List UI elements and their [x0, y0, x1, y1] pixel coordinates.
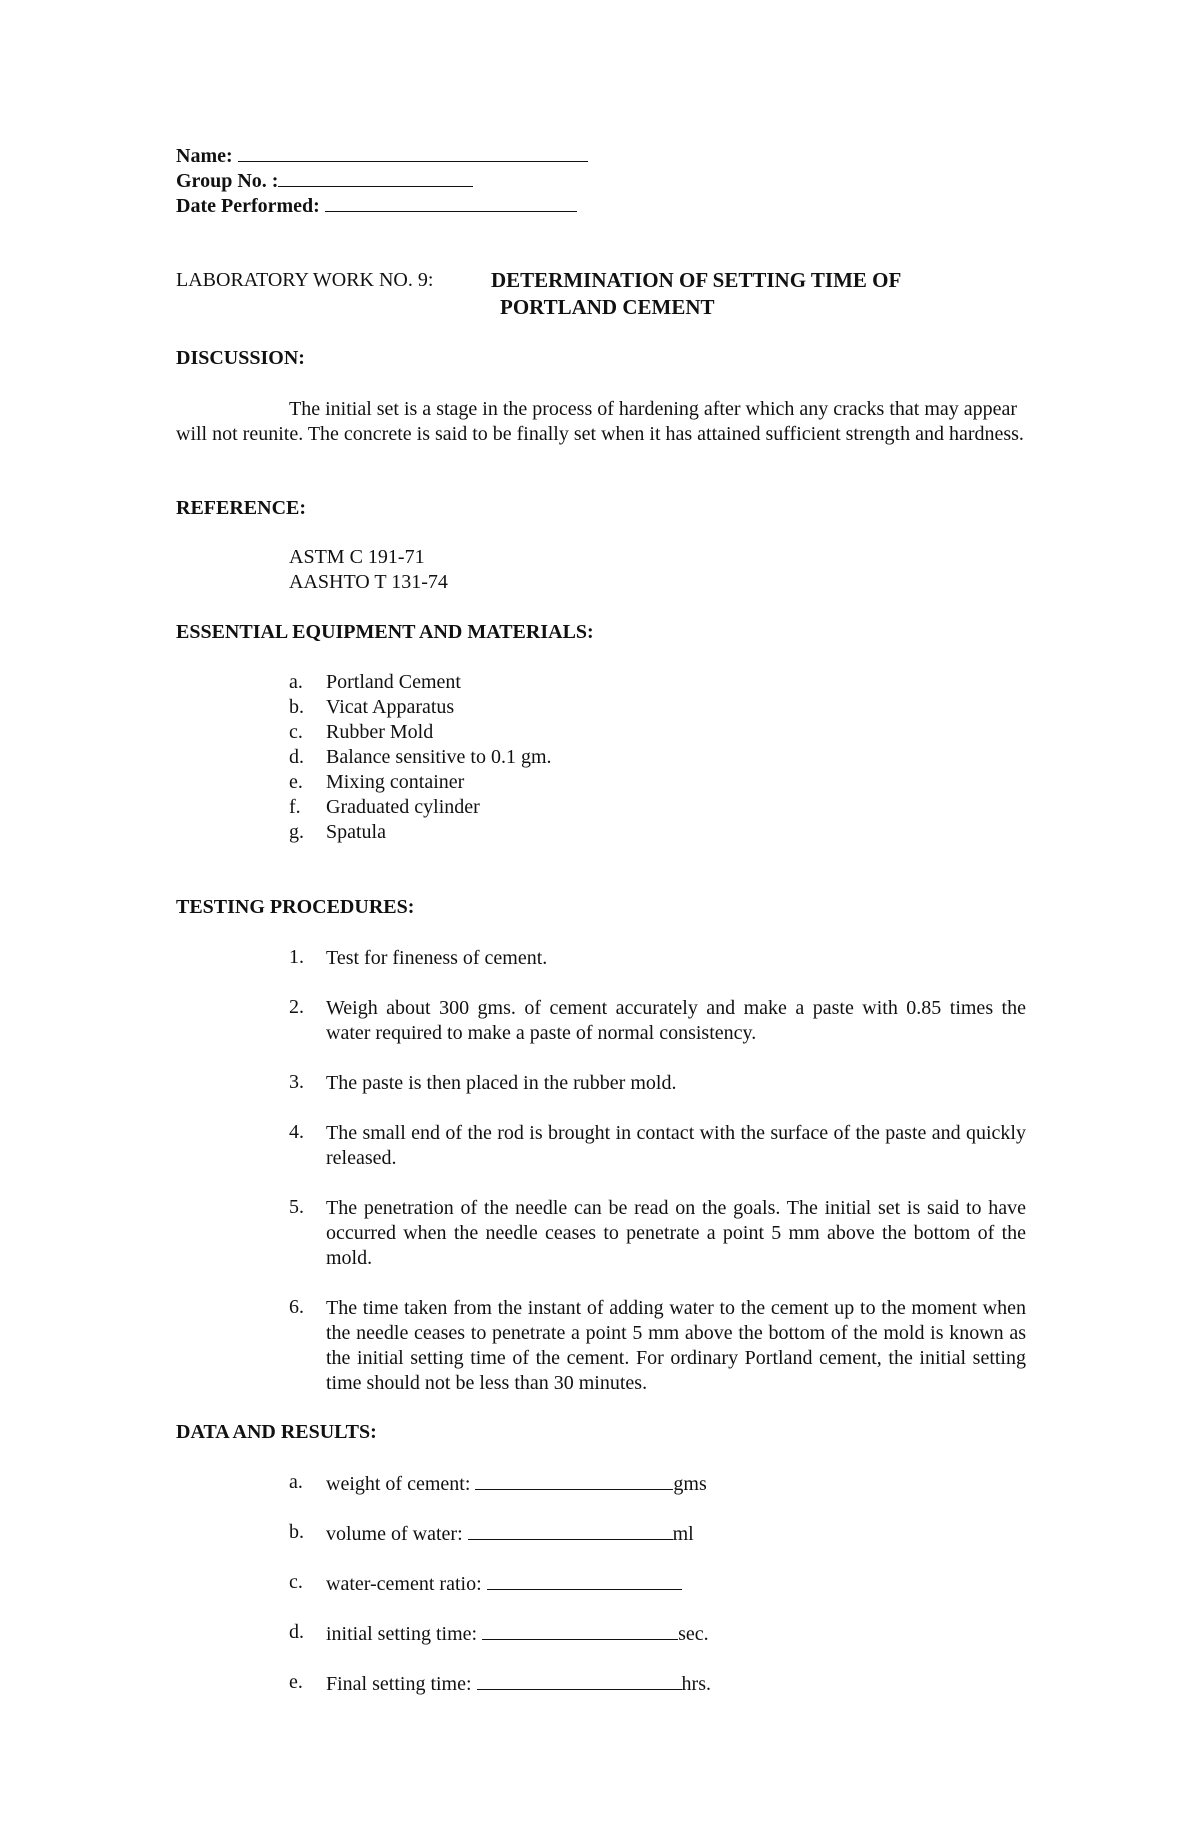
procedure-text: Weigh about 300 gms. of cement accurately and make a paste with 0.85 times the water required to make a paste of normal consistency. — [326, 997, 1026, 1044]
result-field[interactable] — [326, 1471, 707, 1496]
reference-heading: REFERENCE: — [176, 497, 307, 519]
procedure-text: The penetration of the needle can be read on the goals. The initial set is said to have occurred when the needle ceases to penetrate a point 5 mm above the bottom of the mold. — [326, 1197, 1026, 1269]
results-heading: DATA AND RESULTS: — [176, 1421, 377, 1443]
group-blank[interactable] — [278, 168, 473, 187]
result-unit: ml — [672, 1523, 694, 1545]
name-blank[interactable] — [238, 143, 588, 162]
reference-item: ASTM C 191-71 — [289, 546, 425, 568]
reference-item: AASHTO T 131-74 — [289, 571, 448, 593]
result-marker: c. — [289, 1571, 303, 1593]
list-marker: f. — [289, 796, 301, 818]
title-line-1: DETERMINATION OF SETTING TIME OF — [491, 268, 902, 292]
procedure-marker: 2. — [289, 996, 304, 1018]
list-marker: c. — [289, 721, 303, 743]
procedure-text: The time taken from the instant of adding water to the cement up to the moment when the needle ceases to penetrate a point 5 mm above the bottom of the mold is known as the initial setting time of the cement. For ordinary Portland cement, the initial setting time should not be less than 30 minutes. — [326, 1297, 1026, 1394]
procedure-marker: 5. — [289, 1196, 304, 1218]
procedures-heading: TESTING PROCEDURES: — [176, 896, 415, 918]
result-unit: sec. — [678, 1623, 709, 1645]
result-label: weight of cement: — [326, 1473, 471, 1495]
lab-number: LABORATORY WORK NO. 9: — [176, 269, 434, 291]
date-blank[interactable] — [325, 193, 577, 212]
result-marker: e. — [289, 1671, 303, 1693]
result-marker: b. — [289, 1521, 304, 1543]
result-blank[interactable] — [475, 1471, 673, 1490]
list-marker: a. — [289, 671, 303, 693]
list-text: Balance sensitive to 0.1 gm. — [326, 746, 552, 768]
discussion-heading: DISCUSSION: — [176, 347, 305, 369]
list-marker: e. — [289, 771, 303, 793]
result-blank[interactable] — [468, 1521, 673, 1540]
procedure-marker: 4. — [289, 1121, 304, 1143]
result-label: Final setting time: — [326, 1673, 472, 1695]
result-blank[interactable] — [487, 1571, 682, 1590]
result-unit: hrs. — [681, 1673, 711, 1695]
result-marker: d. — [289, 1621, 304, 1643]
list-marker: b. — [289, 696, 304, 718]
result-blank[interactable] — [477, 1671, 682, 1690]
result-field[interactable] — [326, 1671, 711, 1696]
list-text: Spatula — [326, 821, 386, 843]
result-field[interactable] — [326, 1621, 709, 1646]
result-label: volume of water: — [326, 1523, 463, 1545]
equipment-heading: ESSENTIAL EQUIPMENT AND MATERIALS: — [176, 621, 594, 643]
procedure-text: Test for fineness of cement. — [326, 947, 548, 969]
procedure-text: The small end of the rod is brought in contact with the surface of the paste and quickly released. — [326, 1122, 1026, 1169]
list-marker: d. — [289, 746, 304, 768]
discussion-text: The initial set is a stage in the process of hardening after which any cracks that may appear will not reunite. The concrete is said to be finally set when it has attained sufficient strength and hardness. — [176, 398, 1024, 445]
date-label: Date Performed: — [176, 195, 320, 217]
result-field[interactable] — [326, 1521, 694, 1546]
list-text: Rubber Mold — [326, 721, 434, 743]
result-marker: a. — [289, 1471, 303, 1493]
list-text: Portland Cement — [326, 671, 461, 693]
result-blank[interactable] — [482, 1621, 678, 1640]
procedure-marker: 1. — [289, 946, 304, 968]
result-field[interactable] — [326, 1571, 682, 1596]
group-field[interactable] — [176, 168, 473, 193]
list-marker: g. — [289, 821, 304, 843]
group-label: Group No. : — [176, 170, 279, 192]
procedure-marker: 3. — [289, 1071, 304, 1093]
name-label: Name: — [176, 145, 233, 167]
result-label: water-cement ratio: — [326, 1573, 482, 1595]
procedure-marker: 6. — [289, 1296, 304, 1318]
result-unit: gms — [673, 1473, 707, 1495]
title-line-2: PORTLAND CEMENT — [500, 295, 715, 319]
procedure-text: The paste is then placed in the rubber mold. — [326, 1072, 677, 1094]
date-field[interactable] — [176, 193, 577, 218]
result-label: initial setting time: — [326, 1623, 478, 1645]
list-text: Graduated cylinder — [326, 796, 480, 818]
list-text: Vicat Apparatus — [326, 696, 455, 718]
list-text: Mixing container — [326, 771, 465, 793]
name-field[interactable] — [176, 143, 588, 168]
